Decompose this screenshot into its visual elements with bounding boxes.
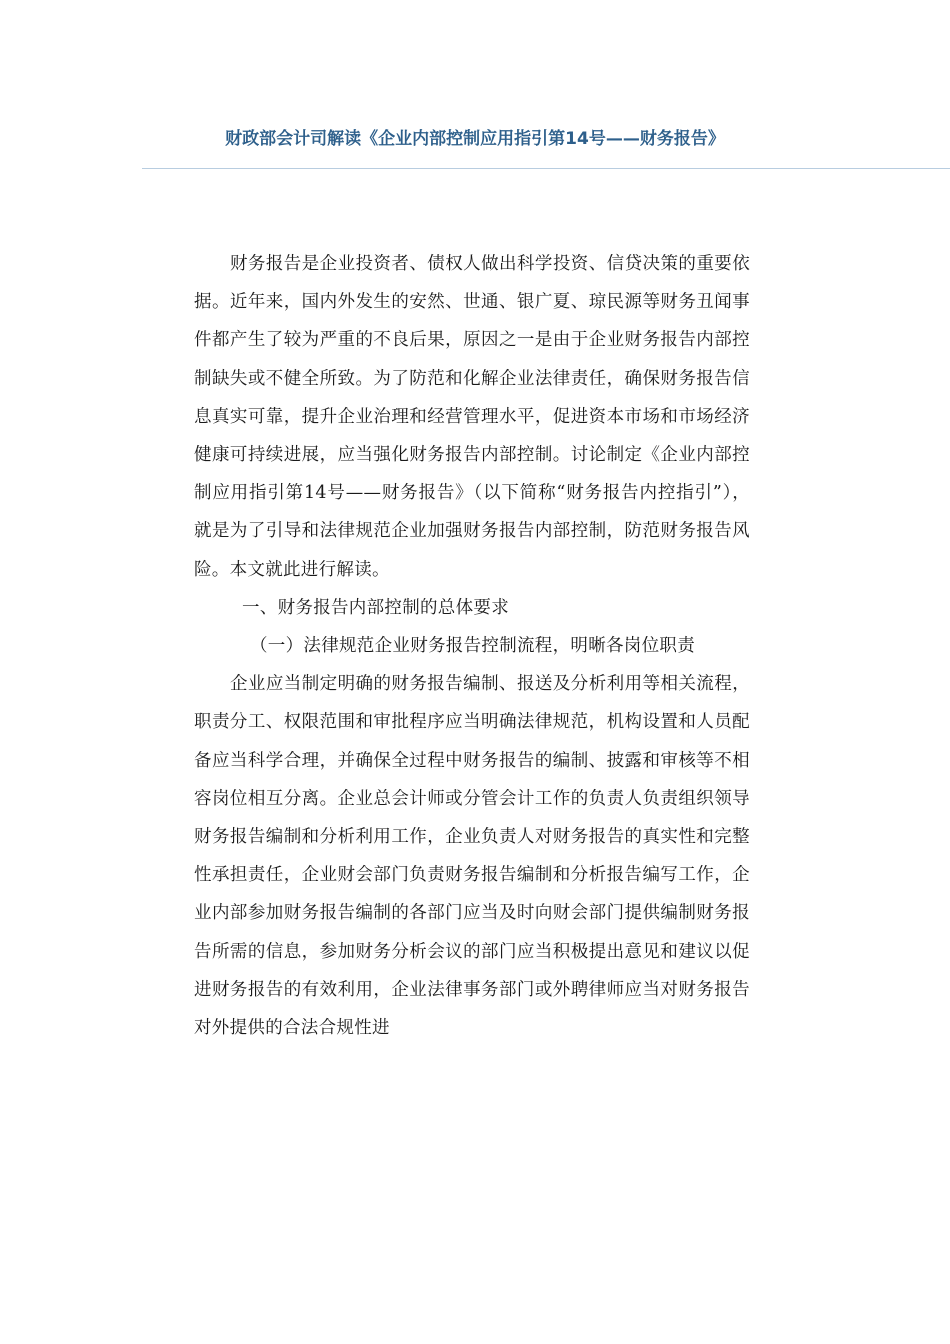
intro-paragraph: 财务报告是企业投资者、债权人做出科学投资、信贷决策的重要依据。近年来，国内外发生的安然、世通、银广夏、琼民源等财务丑闻事件都产生了较为严重的不良后果，原因之一是由于企业财务报告内部控制缺失或不健全所致。为了防范和化解企业法律责任，确保财务报告信息真实可靠，提升企业治理和经营管理水平，促进资本市场和市场经济健康可持续进展，应当强化财务报告内部控制。讨论制定《企业内部控制应用指引第14号——财务报告》（以下简称“财务报告内控指引”），就是为了引导和法律规范企业加强财务报告内部控制，防范财务报告风险。本文就此进行解读。	[194, 254, 750, 580]
subsection-heading: （一）法律规范企业财务报告控制流程，明晰各岗位职责	[250, 636, 695, 657]
body-paragraph: 企业应当制定明确的财务报告编制、报送及分析利用等相关流程，职责分工、权限范围和审批程序应当明确法律规范，机构设置和人员配备应当科学合理，并确保全过程中财务报告的编制、披露和审核等不相容岗位相互分离。企业总会计师或分管会计工作的负责人负责组织领导财务报告编制和分析利用工作，企业负责人对财务报告的真实性和完整性承担责任，企业财会部门负责财务报告编制和分析报告编写工作，企业内部参加财务报告编制的各部门应当及时向财会部门提供编制财务报告所需的信息，参加财务分析会议的部门应当积极提出意见和建议以促进财务报告的有效利用，企业法律事务部门或外聘律师应当对财务报告对外提供的合法合规性进	[194, 674, 750, 1039]
section-heading: 一、财务报告内部控制的总体要求	[242, 597, 509, 618]
document-body	[194, 245, 750, 1047]
document-title: 财政部会计司解读《企业内部控制应用指引第14号——财务报告》	[225, 129, 725, 149]
title-divider	[142, 168, 950, 169]
